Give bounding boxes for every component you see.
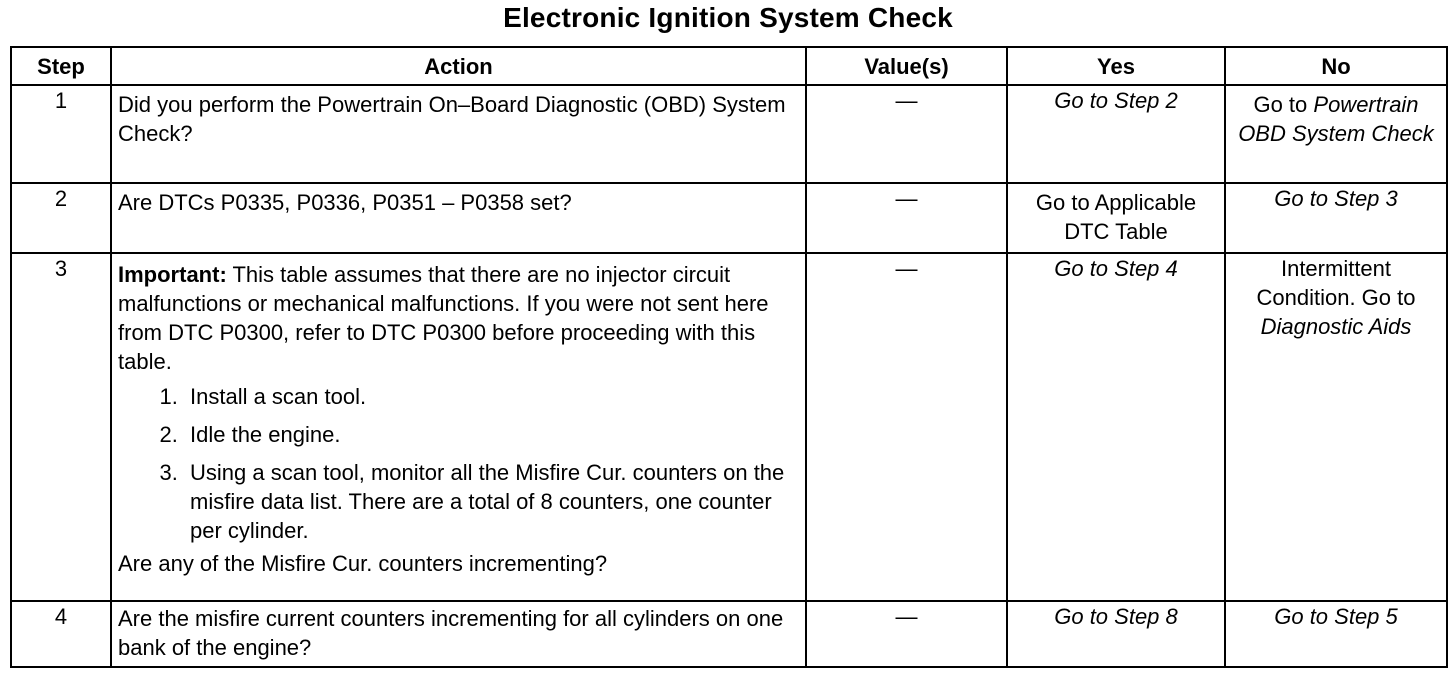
value-cell: — [806,183,1007,253]
table-row [11,85,1447,183]
action-cell [111,253,806,601]
table-row [11,183,1447,253]
no-link[interactable]: Go to Step 5 [1274,604,1398,629]
no-cell [1225,85,1447,183]
important-label: Important: [118,262,227,287]
no-link[interactable]: Diagnostic Aids [1260,314,1412,339]
no-prefix: Go to [1253,92,1308,117]
table-header-row [11,47,1447,85]
step-number: 4 [11,601,111,667]
substep-item: 2. Idle the engine. [184,420,799,449]
value-cell: — [806,601,1007,667]
header-values: Value(s) [806,47,1007,85]
substep-list [118,382,799,545]
yes-link[interactable]: Go to Step 4 [1054,256,1178,281]
table-row [11,601,1447,667]
yes-cell [1007,601,1225,667]
action-text: Are the misfire current counters incrementing for all cylinders on one bank of the engine? [111,601,806,667]
header-yes: Yes [1007,47,1225,85]
no-cell [1225,253,1447,601]
question-text: Are any of the Misfire Cur. counters incrementing? [118,551,608,576]
important-text: This table assumes that there are no injector circuit malfunctions or mechanical malfunctions. If you were not sent here from DTC P0300, refer to DTC P0300 before proceeding with this table. [118,262,769,374]
value-cell: — [806,85,1007,183]
yes-cell [1007,253,1225,601]
header-step: Step [11,47,111,85]
substep-item: 3. Using a scan tool, monitor all the Misfire Cur. counters on the misfire data list. There are a total of 8 counters, one counter per cylinder. [184,458,799,545]
yes-cell [1007,85,1225,183]
no-link[interactable]: Powertrain OBD System Check [1238,92,1434,146]
diagnostic-table [10,46,1448,668]
value-cell: — [806,253,1007,601]
no-link[interactable]: Go to Step 3 [1274,186,1398,211]
step-number: 1 [11,85,111,183]
no-cell [1225,601,1447,667]
important-note [118,260,799,376]
no-cell [1225,183,1447,253]
action-text: Did you perform the Powertrain On–Board Diagnostic (OBD) System Check? [111,85,806,183]
page-title: Electronic Ignition System Check [503,2,953,33]
yes-cell [1007,183,1225,253]
no-prefix: Intermittent Condition. Go to [1256,256,1416,310]
action-text: Are DTCs P0335, P0336, P0351 – P0358 set? [111,183,806,253]
yes-link[interactable]: Go to Step 8 [1054,604,1178,629]
step-number: 3 [11,253,111,601]
yes-link[interactable]: Go to Applicable DTC Table [1035,190,1197,244]
step-number: 2 [11,183,111,253]
header-action: Action [111,47,806,85]
yes-link[interactable]: Go to Step 2 [1054,88,1178,113]
table-row [11,253,1447,601]
header-no: No [1225,47,1447,85]
substep-item: 1. Install a scan tool. [184,382,799,411]
